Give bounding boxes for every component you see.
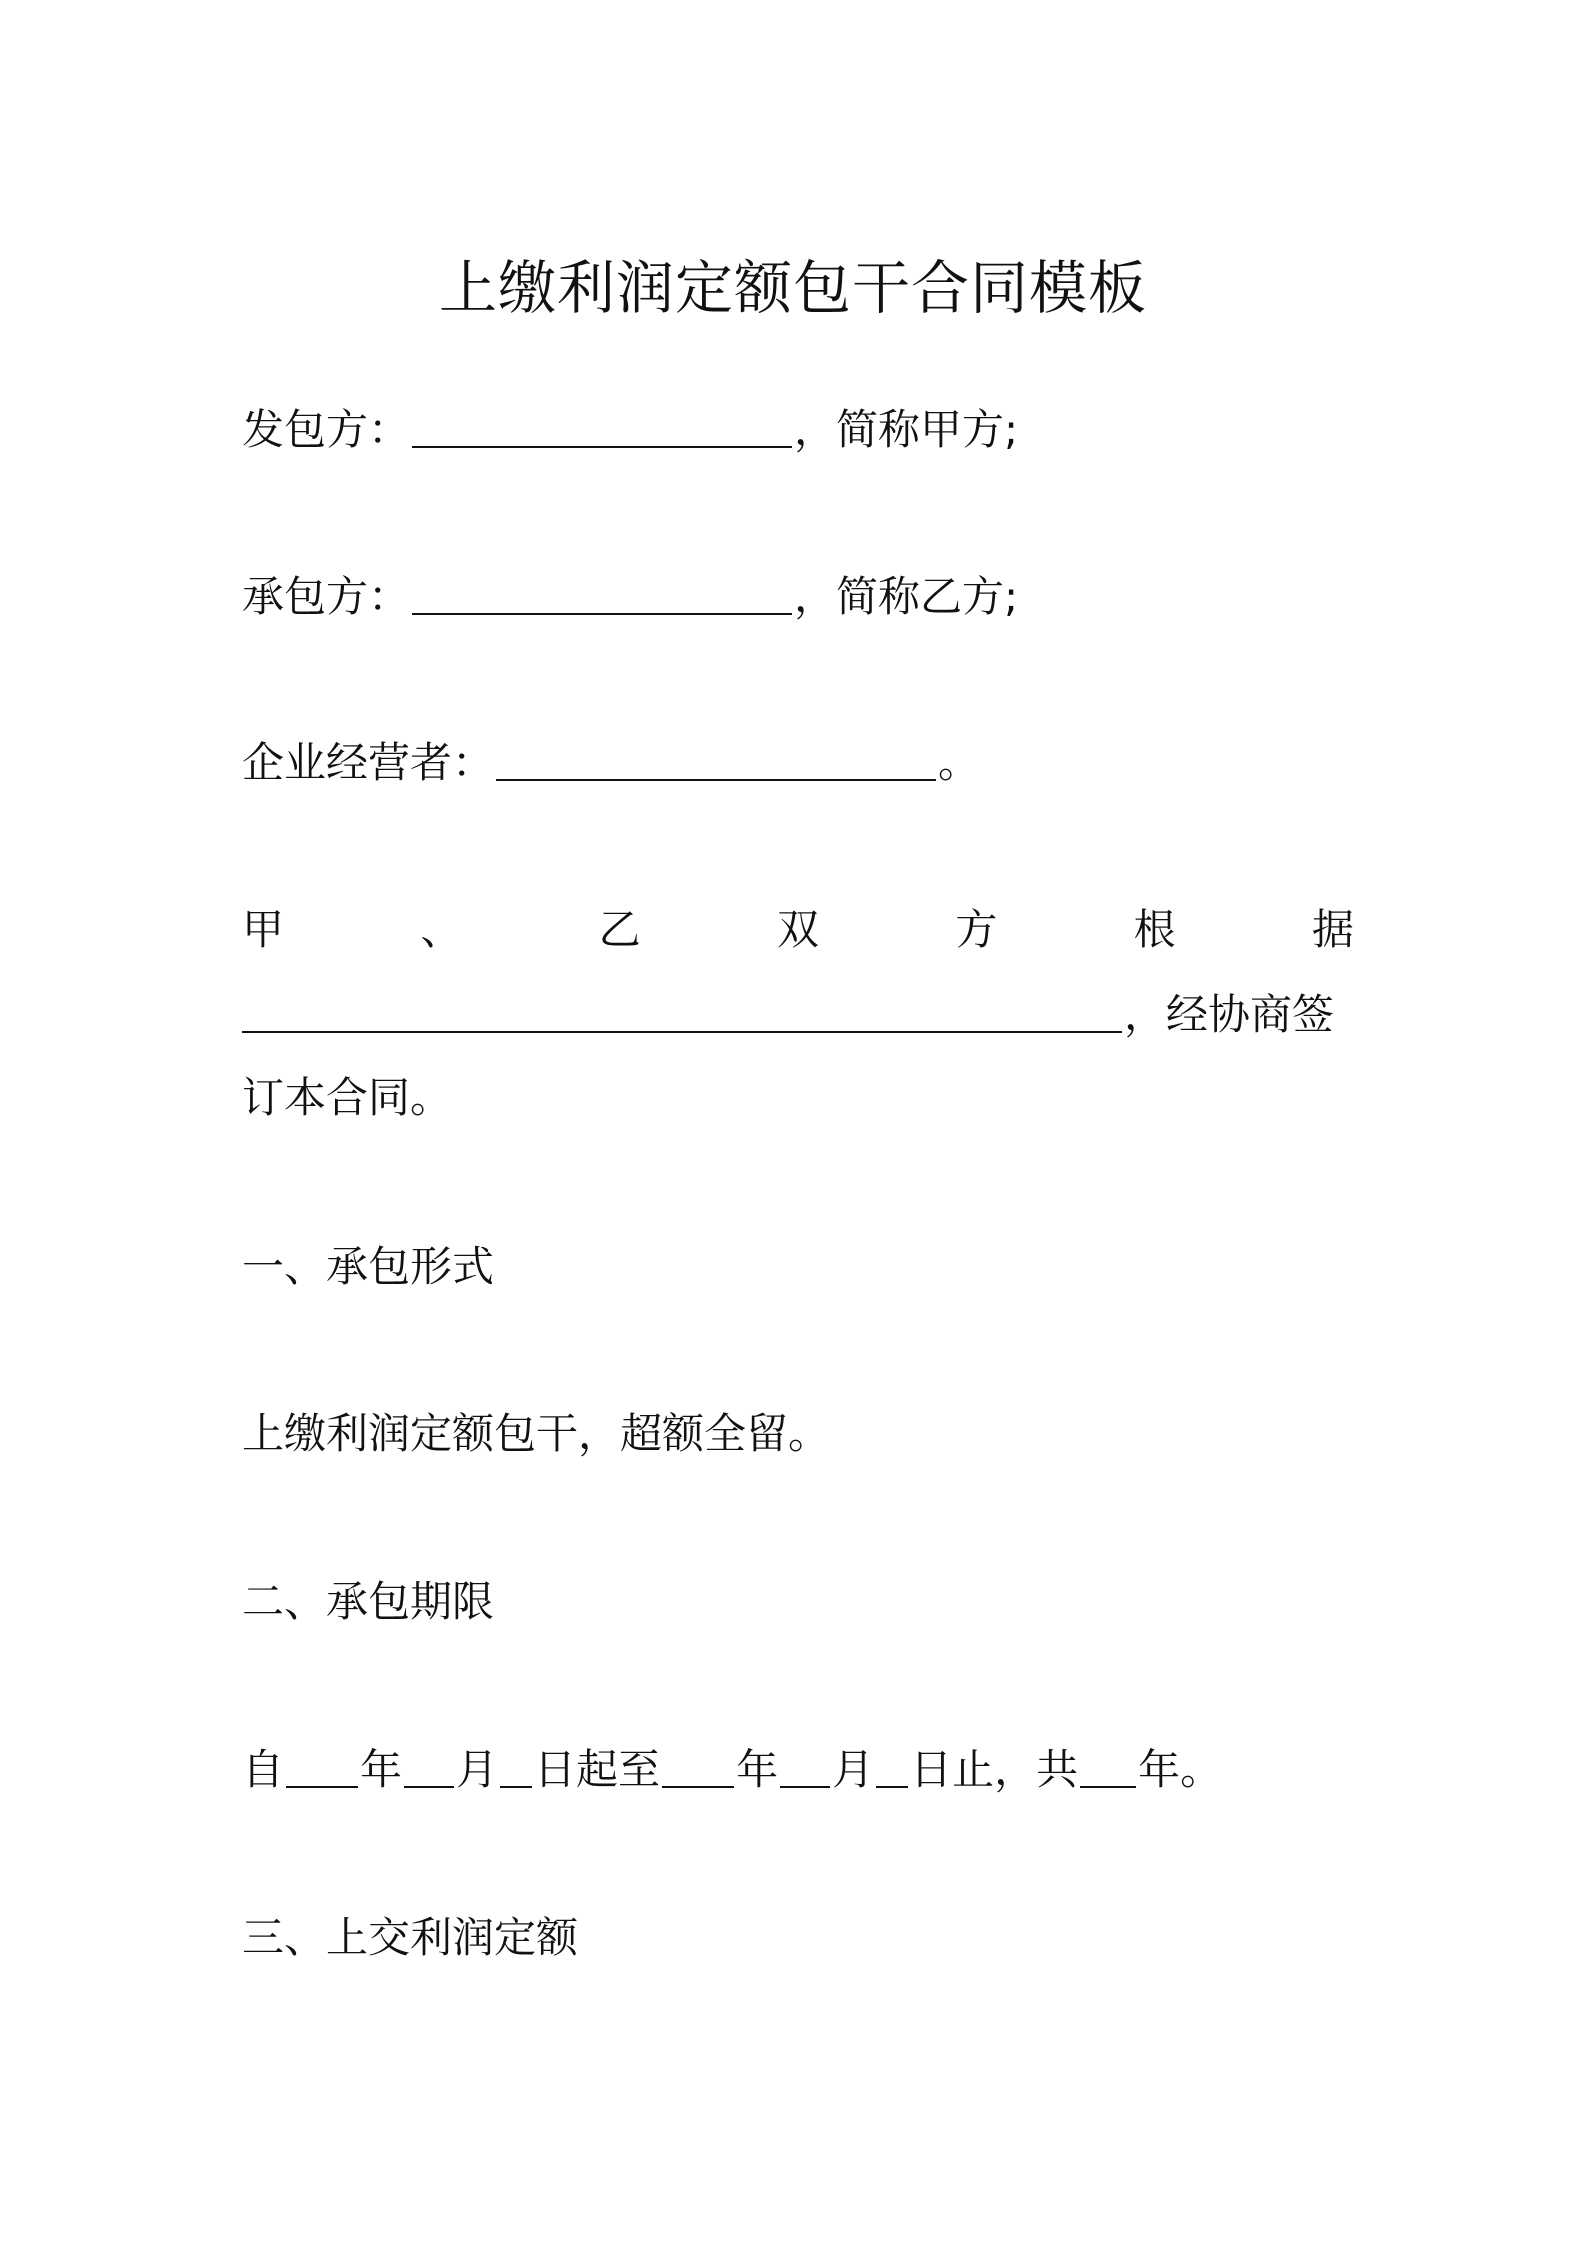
party-a-blank[interactable] <box>412 400 792 448</box>
document-title: 上缴利润定额包干合同模板 <box>438 254 1147 322</box>
term-text: 年。 <box>1138 1745 1223 1794</box>
section-1-heading: 一、承包形式 <box>242 1242 495 1291</box>
term-text: 年 <box>736 1745 779 1794</box>
term-text: 日止，共 <box>910 1745 1079 1794</box>
term-text: 自 <box>242 1745 285 1794</box>
intro-char: 根 <box>1133 905 1176 954</box>
intro-line-3: 订本合同。 <box>242 1073 453 1122</box>
party-a-suffix: ，简称甲方; <box>794 405 1019 454</box>
end-month-blank[interactable] <box>780 1740 830 1788</box>
start-month-blank[interactable] <box>404 1740 454 1788</box>
start-day-blank[interactable] <box>500 1740 532 1788</box>
end-year-blank[interactable] <box>662 1740 734 1788</box>
intro-char: 、 <box>420 905 463 954</box>
intro-spaced-line <box>242 900 1354 960</box>
term-text: 月 <box>456 1745 499 1794</box>
term-text: 月 <box>832 1745 875 1794</box>
party-a-line <box>242 400 1018 460</box>
operator-line <box>242 733 980 793</box>
section-3-heading: 三、上交利润定额 <box>242 1913 579 1962</box>
basis-blank[interactable] <box>242 985 1122 1033</box>
section-2-body <box>242 1740 1222 1800</box>
intro-char: 据 <box>1311 905 1354 954</box>
operator-suffix: 。 <box>938 738 981 787</box>
intro-line-2 <box>242 985 1334 1045</box>
intro-char: 甲 <box>242 905 285 954</box>
intro-char: 乙 <box>598 905 641 954</box>
party-b-label: 承包方： <box>242 572 411 621</box>
end-day-blank[interactable] <box>876 1740 908 1788</box>
term-text: 日起至 <box>534 1745 661 1794</box>
term-text: 年 <box>360 1745 403 1794</box>
operator-label: 企业经营者： <box>242 738 495 787</box>
section-1-body: 上缴利润定额包干，超额全留。 <box>242 1409 831 1458</box>
party-b-blank[interactable] <box>412 567 792 615</box>
intro-line2-suffix: ，经协商签 <box>1124 990 1335 1039</box>
intro-char: 方 <box>955 905 998 954</box>
section-2-heading: 二、承包期限 <box>242 1577 495 1626</box>
party-b-suffix: ，简称乙方; <box>794 572 1019 621</box>
start-year-blank[interactable] <box>286 1740 358 1788</box>
intro-char: 双 <box>776 905 819 954</box>
total-years-blank[interactable] <box>1080 1740 1136 1788</box>
party-a-label: 发包方： <box>242 405 411 454</box>
operator-blank[interactable] <box>496 733 936 781</box>
party-b-line <box>242 567 1018 627</box>
